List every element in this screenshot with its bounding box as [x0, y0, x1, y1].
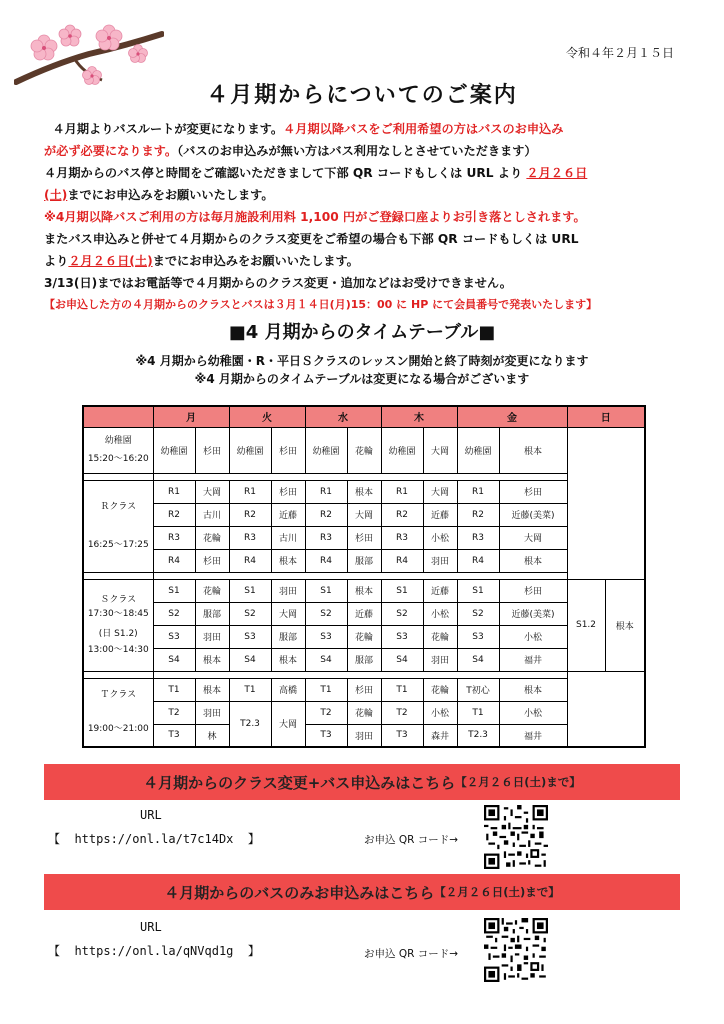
- table-cell: S1: [153, 579, 195, 602]
- table-header-cell: [83, 406, 153, 427]
- intro-warning: が必ず必要になります。: [44, 144, 178, 158]
- class-time: 16:25～17:25: [87, 540, 149, 550]
- timetable-table: [82, 405, 646, 748]
- table-cell: S4: [457, 648, 499, 671]
- table-cell: 大岡: [347, 503, 381, 526]
- table-cell: 幼稚園: [153, 427, 195, 473]
- table-cell: S4: [381, 648, 423, 671]
- day-header: 水: [305, 406, 381, 427]
- table-row: [83, 549, 645, 572]
- table-cell: 大岡: [271, 701, 305, 747]
- deadline-text: (土): [44, 188, 68, 202]
- intro-warning: ４月期以降バスをご利用希望の方はバスのお申込み: [283, 122, 564, 136]
- table-cell: S3: [305, 625, 347, 648]
- table-cell: 近藤: [423, 579, 457, 602]
- table-cell: R1: [305, 480, 347, 503]
- table-cell: T3: [305, 724, 347, 747]
- table-cell: 服部: [195, 602, 229, 625]
- fee-notice: ※4月期以降バスご利用の方は毎月施設利用料 1,100 円がご登録口座よりお引き落としされます。: [44, 210, 586, 224]
- table-cell: R2: [381, 503, 423, 526]
- table-cell: 幼稚園: [305, 427, 347, 473]
- table-row: [83, 602, 645, 625]
- table-cell: 服部: [271, 625, 305, 648]
- table-cell: S2: [153, 602, 195, 625]
- url-label: URL: [140, 920, 162, 934]
- table-cell: 花輪: [195, 526, 229, 549]
- class-change-url-link[interactable]: 【 https://onl.la/t7c14Dx 】: [48, 832, 260, 846]
- intro-line: またバス申込みと併せて４月期からのクラス変更をご希望の場合も下部 QR コードもしくは URL: [44, 232, 579, 246]
- table-cell: 古川: [195, 503, 229, 526]
- table-cell: 小松: [499, 625, 567, 648]
- table-cell: R4: [229, 549, 271, 572]
- table-cell: T3: [153, 724, 195, 747]
- table-row: [83, 503, 645, 526]
- banner-deadline: 【２月２６日(土)まで】: [434, 885, 560, 899]
- sunday-class-time: 13:00～14:30: [87, 645, 149, 655]
- day-header: 火: [229, 406, 305, 427]
- class-time: 17:30～18:45: [87, 609, 149, 619]
- sunday-teacher-cell: 根本: [605, 579, 645, 671]
- intro-line: （バスのお申込みが無い方はバス利用なしとさせていただきます）: [177, 144, 537, 158]
- table-cell: 羽田: [347, 724, 381, 747]
- table-cell: T1: [457, 701, 499, 724]
- table-cell: T1: [229, 678, 271, 701]
- qr-label: お申込 QR コード→: [364, 834, 459, 846]
- table-cell: 根本: [347, 480, 381, 503]
- table-cell: 大岡: [423, 427, 457, 473]
- table-cell: 羽田: [195, 701, 229, 724]
- intro-line: ４月期よりバスルートが変更になります。: [52, 122, 284, 136]
- table-cell: 根本: [347, 579, 381, 602]
- table-cell: R3: [457, 526, 499, 549]
- table-cell: 杉田: [195, 549, 229, 572]
- table-cell: 近藤(美菜): [499, 602, 567, 625]
- table-cell: R4: [305, 549, 347, 572]
- table-cell: T初心: [457, 678, 499, 701]
- class-name: Ｓクラス: [100, 595, 137, 605]
- banner-title: ４月期からのバスのみお申込みはこちら: [164, 883, 435, 902]
- table-cell: T2: [305, 701, 347, 724]
- table-cell: R3: [381, 526, 423, 549]
- table-cell: 根本: [499, 427, 567, 473]
- sunday-class-cell: S1.2: [567, 579, 605, 671]
- intro-line: までにお申込みをお願いいたします。: [152, 254, 359, 268]
- table-cell: S3: [381, 625, 423, 648]
- table-row: [83, 648, 645, 671]
- table-cell: S1: [381, 579, 423, 602]
- intro-line: までにお申込みをお願いいたします。: [67, 188, 274, 202]
- table-cell: S2: [229, 602, 271, 625]
- class-name: Ｒクラス: [100, 502, 137, 512]
- table-cell: 大岡: [423, 480, 457, 503]
- table-cell: 杉田: [347, 526, 381, 549]
- table-cell: 服部: [347, 648, 381, 671]
- table-cell: 根本: [195, 648, 229, 671]
- table-cell: R2: [305, 503, 347, 526]
- banner-title: ４月期からのクラス変更+バス申込みはこちら: [143, 773, 456, 792]
- table-row: [83, 526, 645, 549]
- table-cell: 羽田: [423, 648, 457, 671]
- bus-only-url-link[interactable]: 【 https://onl.la/qNVqd1g 】: [48, 944, 260, 958]
- bus-only-qr-code[interactable]: [484, 918, 548, 982]
- table-cell: 大岡: [271, 602, 305, 625]
- table-cell: S4: [305, 648, 347, 671]
- table-cell: 根本: [271, 648, 305, 671]
- table-cell: 花輪: [195, 579, 229, 602]
- table-row: [83, 724, 645, 747]
- table-cell: 大岡: [499, 526, 567, 549]
- table-cell: 根本: [499, 549, 567, 572]
- table-cell: 根本: [499, 678, 567, 701]
- table-cell: 小松: [423, 701, 457, 724]
- table-row: [83, 625, 645, 648]
- table-cell: 林: [195, 724, 229, 747]
- table-cell: R4: [457, 549, 499, 572]
- table-cell: R4: [153, 549, 195, 572]
- table-header-row: [83, 406, 645, 427]
- table-cell: R3: [305, 526, 347, 549]
- class-label: [83, 678, 153, 747]
- table-cell: T2: [153, 701, 195, 724]
- table-cell: 福井: [499, 648, 567, 671]
- table-cell: S2: [457, 602, 499, 625]
- table-cell: T2.3: [229, 701, 271, 747]
- table-cell: 小松: [499, 701, 567, 724]
- sunday-class-note: (日 S1.2): [98, 629, 138, 639]
- table-cell: 花輪: [347, 427, 381, 473]
- spacer-cell: [153, 473, 567, 480]
- table-cell: S4: [229, 648, 271, 671]
- day-header: 日: [567, 406, 645, 427]
- table-cell: 花輪: [423, 678, 457, 701]
- timetable-note: ※4 月期から幼稚園・R・平日Ｓクラスのレッスン開始と終了時刻が変更になります: [135, 354, 589, 368]
- url-label: URL: [140, 808, 162, 822]
- table-cell: S3: [153, 625, 195, 648]
- table-cell: R2: [229, 503, 271, 526]
- table-cell: S2: [381, 602, 423, 625]
- class-time: 15:20～16:20: [87, 454, 149, 464]
- table-cell: 小松: [423, 602, 457, 625]
- table-cell: 杉田: [271, 427, 305, 473]
- table-row: [83, 427, 645, 473]
- table-cell: T1: [153, 678, 195, 701]
- table-row: [83, 579, 645, 602]
- announcement-notice: 【お申込した方の４月期からのクラスとバスは３月１４日(月)15：00 に HP にて会員番号で発表いたします】: [44, 298, 598, 311]
- spacer-row: [83, 473, 645, 480]
- table-cell: 幼稚園: [457, 427, 499, 473]
- table-cell: 小松: [423, 526, 457, 549]
- table-cell: R2: [457, 503, 499, 526]
- sunday-empty-cell: [567, 671, 645, 747]
- spacer-cell: [83, 473, 153, 480]
- table-cell: R1: [457, 480, 499, 503]
- table-cell: 森井: [423, 724, 457, 747]
- spacer-cell: [83, 671, 153, 678]
- timetable-notes: [0, 352, 724, 388]
- table-cell: R2: [153, 503, 195, 526]
- table-cell: R1: [153, 480, 195, 503]
- table-cell: S3: [457, 625, 499, 648]
- class-name: 幼稚園: [104, 436, 132, 446]
- table-cell: 花輪: [347, 625, 381, 648]
- intro-line: 3/13(日)まではお電話等で４月期からのクラス変更・追加などはお受けできません。: [44, 276, 512, 290]
- table-row: [83, 701, 645, 724]
- table-cell: S1: [305, 579, 347, 602]
- class-name: Ｔクラス: [100, 690, 137, 701]
- deadline-text: ２月２６日: [526, 166, 588, 180]
- spacer-cell: [567, 572, 645, 579]
- table-cell: S2: [305, 602, 347, 625]
- table-cell: 杉田: [195, 427, 229, 473]
- sunday-empty-cell: [567, 427, 645, 572]
- spacer-cell: [153, 572, 567, 579]
- intro-line: ４月期からのバス停と時間をご確認いただきまして下部 QR コードもしくは URL より: [44, 166, 523, 180]
- table-row: [83, 480, 645, 503]
- table-cell: 福井: [499, 724, 567, 747]
- table-cell: 杉田: [347, 678, 381, 701]
- table-cell: 羽田: [423, 549, 457, 572]
- table-cell: T3: [381, 724, 423, 747]
- class-label: [83, 480, 153, 572]
- intro-text: [44, 118, 684, 316]
- day-header: 金: [457, 406, 567, 427]
- table-cell: 高橋: [271, 678, 305, 701]
- table-cell: 幼稚園: [229, 427, 271, 473]
- spacer-cell: [83, 572, 153, 579]
- table-cell: 大岡: [195, 480, 229, 503]
- table-cell: 近藤: [423, 503, 457, 526]
- table-cell: 根本: [271, 549, 305, 572]
- table-cell: 羽田: [195, 625, 229, 648]
- table-cell: T2.3: [457, 724, 499, 747]
- spacer-cell: [153, 671, 567, 678]
- table-cell: 古川: [271, 526, 305, 549]
- issue-date: 令和４年２月１５日: [565, 46, 674, 60]
- table-row: [83, 678, 645, 701]
- class-time: 19:00～21:00: [87, 724, 149, 735]
- spacer-row: [83, 671, 645, 678]
- page-title: ４月期からについてのご案内: [206, 83, 518, 108]
- table-cell: 杉田: [499, 579, 567, 602]
- intro-line: より: [44, 254, 69, 268]
- deadline-text: ２月２６日(土): [68, 254, 153, 268]
- table-cell: R3: [229, 526, 271, 549]
- table-cell: 杉田: [499, 480, 567, 503]
- table-cell: 根本: [195, 678, 229, 701]
- table-cell: T1: [305, 678, 347, 701]
- table-cell: S4: [153, 648, 195, 671]
- table-cell: R1: [381, 480, 423, 503]
- table-cell: S3: [229, 625, 271, 648]
- table-cell: 近藤: [347, 602, 381, 625]
- qr-label: お申込 QR コード→: [364, 948, 459, 960]
- table-cell: R4: [381, 549, 423, 572]
- day-header: 木: [381, 406, 457, 427]
- table-cell: 服部: [347, 549, 381, 572]
- table-cell: S1: [457, 579, 499, 602]
- table-cell: 近藤(美菜): [499, 503, 567, 526]
- class-change-qr-code[interactable]: [484, 805, 548, 869]
- table-cell: R3: [153, 526, 195, 549]
- table-cell: 杉田: [271, 480, 305, 503]
- spacer-row: [83, 572, 645, 579]
- class-label: [83, 427, 153, 473]
- banner-deadline: 【２月２６日(土)まで】: [455, 775, 581, 789]
- table-cell: R1: [229, 480, 271, 503]
- table-cell: S1: [229, 579, 271, 602]
- timetable-note: ※4 月期からのタイムテーブルは変更になる場合がございます: [194, 372, 530, 386]
- table-cell: 近藤: [271, 503, 305, 526]
- class-label: [83, 579, 153, 671]
- table-cell: 羽田: [271, 579, 305, 602]
- table-cell: T1: [381, 678, 423, 701]
- table-cell: 幼稚園: [381, 427, 423, 473]
- table-cell: T2: [381, 701, 423, 724]
- day-header: 月: [153, 406, 229, 427]
- class-change-bus-banner: [44, 764, 680, 800]
- table-cell: 花輪: [347, 701, 381, 724]
- bus-only-banner: [44, 874, 680, 910]
- timetable-title: ■4 月期からのタイムテーブル■: [228, 322, 496, 343]
- table-cell: 花輪: [423, 625, 457, 648]
